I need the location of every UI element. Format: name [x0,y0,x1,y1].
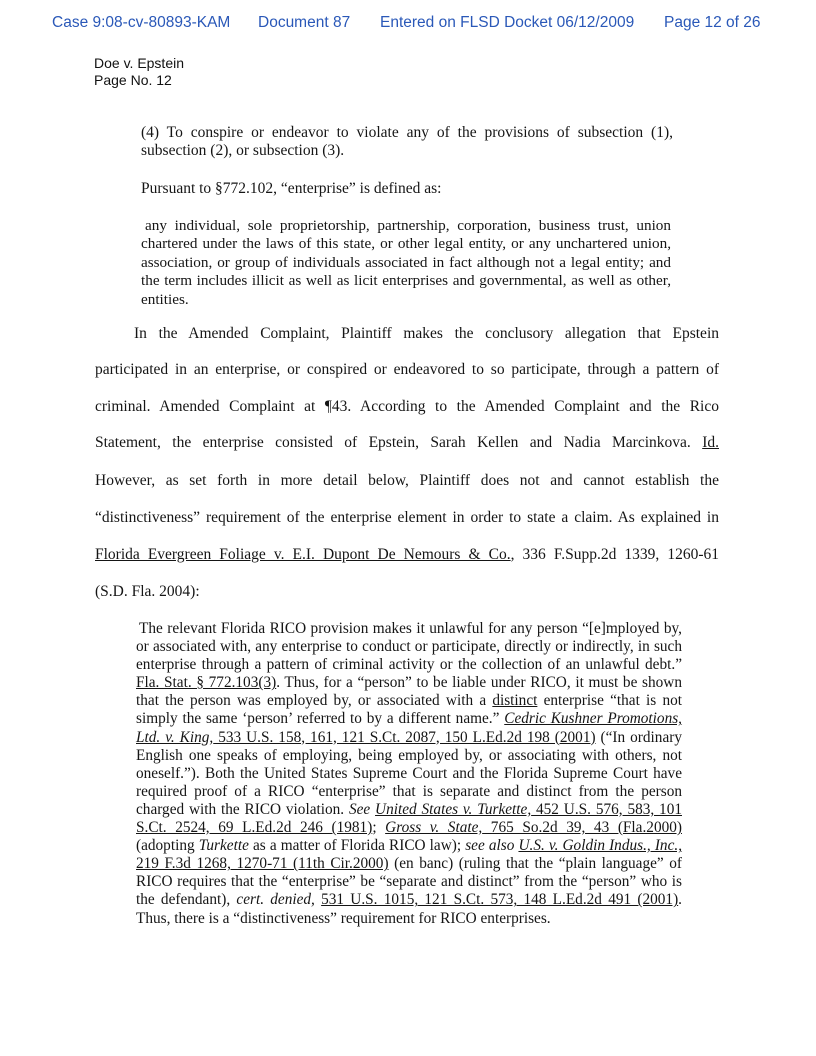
quote-text-1: The relevant Florida RICO provision makes it unlawful for any person “[e]mployed by, or associated with, any enterprise to conduct or participate, directly or indirectly, in such enterprise through a pattern of criminal activity or the collection of an unlawful debt.” [136,620,682,674]
signal-see: See [348,800,371,818]
body-line-5: However, as set forth in more detail below, Plaintiff does not and cannot establish the [95,472,719,489]
enterprise-definition: any individual, sole proprietorship, partnership, corporation, business trust, union chartered under the laws of this state, or other legal entity, or any unchartered union, association, or group of individuals associated in fact although not a legal entity; and the term includes illicit as well as licit enterprises and governmental, as well as other, entities. [141,217,671,308]
quote-text-7: as a matter of Florida RICO law); [248,837,466,855]
body-line-8: (S.D. Fla. 2004): [95,583,200,600]
case-name-turkette: Turkette [198,837,249,855]
docket-entered-date: Entered on FLSD Docket 06/12/2009 [380,14,635,31]
citation-turkette: United States v. Turkette, [375,800,532,818]
citation-gross: Gross v. State, [385,819,483,837]
citation-goldin-reporter: 219 F.3d 1268, 1270-71 (11th Cir.2000) [136,855,389,873]
quote-text-3: enterprise “that is not simply the same ‘person’ referred to by a different name.” [136,692,682,728]
page-caption: Doe v. Epstein [94,55,185,71]
citation-fla-stat: Fla. Stat. § 772.103(3) [136,674,277,692]
quote-text-9: . Thus, there is a “distinctiveness” requirement for RICO enterprises. [136,891,682,927]
statute-item-4: (4) To conspire or endeavor to violate any of the provisions of subsection (1), subsection (2), or subsection (3). [141,124,673,160]
signal-cert-denied: cert. denied, [236,891,315,909]
citation-cert-denied-reporter: 531 U.S. 1015, 121 S.Ct. 573, 148 L.Ed.2d 491 (2001) [321,891,679,909]
quote-text-5: ; [372,819,386,837]
id-citation: Id. [702,434,719,451]
signal-see-also: see also [465,837,515,855]
florida-evergreen-reporter: , 336 F.Supp.2d 1339, 1260-61 [510,546,719,563]
body-line-1: In the Amended Complaint, Plaintiff makes the conclusory allegation that Epstein [134,325,719,342]
citation-goldin: U.S. v. Goldin Indus., Inc., [518,837,683,855]
quote-text-8: (en banc) (ruling that the “plain language” of RICO requires that the “enterprise” be “separate and distinct” from the “person” who is the defendant), [136,855,682,909]
page-number: Page No. 12 [94,72,172,88]
body-line-2: participated in an enterprise, or conspired or endeavored to so participate, through a pattern of [95,361,719,378]
citation-gross-reporter: 765 So.2d 39, 43 (Fla.2000) [482,819,682,837]
pursuant-statement: Pursuant to §772.102, “enterprise” is defined as: [141,180,442,197]
docket-case-number: Case 9:08-cv-80893-KAM [52,14,231,31]
docket-header [0,14,816,36]
florida-evergreen-citation: Florida Evergreen Foliage v. E.I. Dupont De Nemours & Co. [95,546,511,563]
body-line-4-text: Statement, the enterprise consisted of Epstein, Sarah Kellen and Nadia Marcinkova. [95,434,691,451]
block-quote [136,620,682,928]
citation-turkette-reporter: 452 U.S. 576, 583, 101 S.Ct. 2524, 69 L.Ed.2d 246 (1981) [136,800,682,837]
citation-cedric-kushner: Cedric Kushner Promotions, Ltd. v. King, [136,710,683,746]
docket-page-count: Page 12 of 26 [664,14,761,31]
citation-cedric-kushner-reporter: 533 U.S. 158, 161, 121 S.Ct. 2087, 150 L.Ed.2d 198 (2001) [213,728,596,746]
quote-text-6: (adopting [136,837,199,855]
body-line-7 [95,545,719,565]
body-line-4 [95,433,719,453]
quote-text-2: . Thus, for a “person” to be liable under RICO, it must be shown that the person was employed by, or associated with a [136,674,682,710]
body-line-6: “distinctiveness” requirement of the enterprise element in order to state a claim. As explained in [95,509,719,526]
quote-text-4: (“In ordinary English one speaks of employing, being employed by, or associating with others, not oneself.”). Both the United States Supreme Court and the Florida Supreme Court have required proof of a RICO “enterprise” that is separate and distinct from the person charged with the RICO violation. [136,728,682,818]
body-line-3: criminal. Amended Complaint at ¶43. According to the Amended Complaint and the Rico [95,398,719,415]
docket-document-number: Document 87 [258,14,351,31]
emphasis-distinct: distinct [492,692,538,710]
